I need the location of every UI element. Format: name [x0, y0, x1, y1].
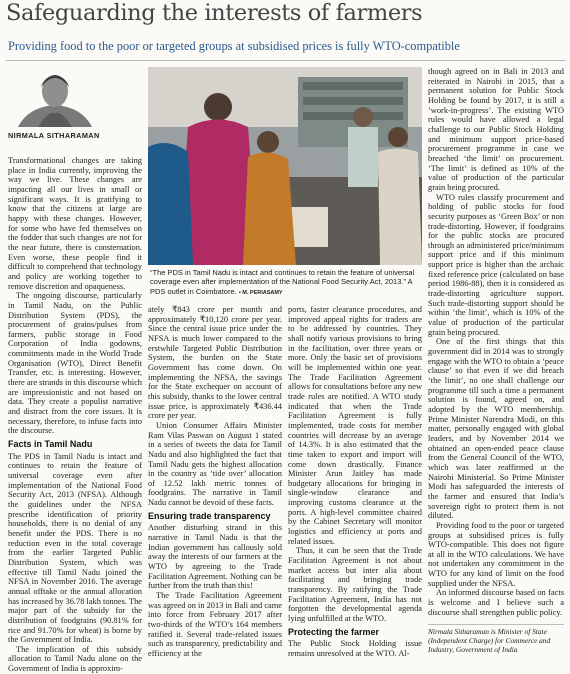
column-4 — [428, 67, 564, 617]
author-portrait — [8, 67, 102, 127]
column-2 — [148, 305, 282, 659]
section-heading: Ensuring trade transparency — [148, 510, 271, 521]
column-3 — [288, 305, 422, 659]
photo-caption — [150, 268, 422, 298]
paragraph: Providing food to the poor or targeted groups at subsidised prices is fully WTO-compatible. This does not figure at all in the WTO calculations. We have not undertaken any commitment in the WTO for any kind of limit on the food supplied under the NFSA. — [428, 520, 564, 588]
paragraph: The ongoing discourse, particularly in Tamil Nadu, on the Public Distribution System (PDS), the procurement of grains/pulses from farmers, public storage in Food Corporation of India godowns, commitments made in the World Trade Organisation (WTO), Direct Benefit Transfer, etc. is interesting. However, there are strands in this discourse which are impressionistic and not based on data. They create a populist narrative and distract from the core issues. It is necessary, therefore, to infuse facts into the discourse. — [8, 291, 142, 436]
paragraph: Thus, it can be seen that the Trade Facilitation Agreement is not about market access but inter alia about facilitating and bringing trade transparency. By ratifying the Trade Facilitation Agreement, India has not forgotten the developmental agenda lying unfulfilled at the WTO. — [288, 546, 422, 623]
paragraph: The Public Stock Holding issue remains unresolved at the WTO. Al- — [288, 639, 422, 658]
caption-text: “The PDS in Tamil Nadu is intact and continues to retain the feature of universal coverage even after implementation of the National Food Security Act, 2013.” A PDS outlet in Coimbatore. — [150, 268, 415, 296]
paragraph: An informed discourse based on facts is welcome and I believe such a discourse shall strengthen public policy. — [428, 588, 564, 617]
paragraph: WTO rules classify procurement and holding of public stocks for food security purposes as ‘Green Box’ or non trade-distorting. However, if foodgrains for the public stocks are procured through an administered price/minimum support price and if this minimum support price is higher than the archaic fixed reference price (calculated on base period 1986-88), then it is considered as trade-distorting agriculture support. Such trade-distorting support should be within ‘the limit’, which is 10% of the value of production of the particular grain being procured. — [428, 192, 564, 337]
paragraph: though agreed on in Bali in 2013 and reiterated in Nairobi in 2015, that a permanent solution for Public Stock Holding be found by 2017, it is still a ‘work-in-progress’. The existing WTO rules would have allowed a legal challenge to our Public Stock Holding and minimum support price-based procurement programme in case we breached ‘the limit’ on procurement. ‘The limit’ is defined as 10% of the value of production of the particular grain being procured. — [428, 67, 564, 192]
paragraph: ately ₹843 crore per month and approximately ₹10,120 crore per year. Since the central issue price under the NFSA is much lower compared to the erstwhile Targeted Public Distribution System, the burden on the State Government has come down. On implementing the NFSA, the savings for the State exchequer on account of this subsidy, thanks to the lower central issue price, is approximately ₹436.44 crore per year. — [148, 305, 282, 421]
paragraph: Union Consumer Affairs Minister Ram Vilas Paswan on August 1 stated in a series of tweets the data for Tamil Nadu and also highlighted the fact that Tamil Nadu gets the highest allocation in the country as ‘tide over’ allocation of 12.52 lakh metric tonnes of foodgrains. The narrative in Tamil Nadu cannot be devoid of these facts. — [148, 420, 282, 508]
section-heading: Protecting the farmer — [288, 626, 380, 637]
header-rule — [6, 60, 566, 61]
subheadline: Providing food to the poor or targeted groups at subsidised prices is fully WTO-compatible — [8, 39, 460, 53]
paragraph: ports, faster clearance procedures, and improved appeal rights for traders are to be addressed by countries. They shall notify various provisions to bring in the facilitation, over three years or more. Only the basic set of provisions will be implemented within one year. The Trade Facilitation Agreement allows for consultations before any new trade rules are notified. A WTO study indicated that when the Trade Facilitation Agreement is fully implemented, trade costs for member countries will decrease by an average of 14.3%. It is also estimated that the time taken to export and import will come down drastically. Finance Minister Arun Jaitley has made budgetary allocations for bringing in single-window clearance and improving customs clearance at the ports. A high-level committee chaired by the Cabinet Secretary will monitor logistics and efficiency at ports and related issues. — [288, 305, 422, 546]
pds-outlet-photo — [148, 67, 422, 265]
paragraph: Another disturbing strand in this narrative in Tamil Nadu is that the Indian government has callously sold away the interests of our farmers at the WTO by agreeing to the Trade Facilitation Agreement. Nothing can be further from the truth than this! — [148, 523, 282, 591]
section-heading: Facts in Tamil Nadu — [8, 439, 93, 450]
photo-credit: • M. PERIASAMY — [238, 289, 283, 296]
author-bio: Nirmala Sitharaman is Minister of State (Independent Charge) for Commerce and Industry, Government of India — [428, 624, 564, 654]
byline: NIRMALA SITHARAMAN — [8, 131, 100, 140]
paragraph: The implication of this subsidy allocation to Tamil Nadu alone on the Government of India is approxim- — [8, 644, 142, 674]
paragraph: One of the first things that this government did in 2014 was to strongly engage with the WTO to obtain a ‘peace clause’ so that even if we did breach ‘the limit’, no one shall challenge our programme till such a time a permanent solution is found, agreed on, and adopted by the WTO membership. Prime Minister Narendra Modi, on this matter, personally engaged with global leaders, and by November 2014 we obtained an open-ended peace clause from the General Council of the WTO, which was later reaffirmed at the Nairobi Ministerial. So Prime Minister Modi has safeguarded the interests of the farmer and ensured that India’s sovereign right to protect them is not diluted. — [428, 337, 564, 521]
paragraph: The Trade Facilitation Agreement was agreed on in 2013 in Bali and came into force from February 2017 after two-thirds of the WTO’s 164 members ratified it. Several trade-related issues such as transparency, predictability and efficiency at the — [148, 591, 282, 658]
headline: Safeguarding the interests of farmers — [6, 0, 423, 26]
paragraph: The PDS in Tamil Nadu is intact and continues to retain the feature of universal coverage even after implementation of the National Food Security Act, 2013 (NFSA). Although the guidelines under the NFSA prescribe identification of priority households, there is no denial of any benefit under the PDS. There is no reduction even in the total coverage from the earlier Targeted Public Distribution System, which was effective till Tamil Nadu joined the NFSA in November 2016. The average annual offtake or the annual allocation has increased by 36.78 lakh tonnes. The major part of the subsidy for the distribution of foodgrains (90.81% for rice and 91.70% for wheat) is borne by the Government of India. — [8, 451, 142, 645]
paragraph: Transformational changes are taking place in India currently, improving the way we live. These changes are impacting all our lives in small or significant ways. It is gratifying to know that the citizens at large are happy with these changes. However, for some who have fed themselves on the fodder that such changes are not for the near future, there is consternation. Even worse, these people find it difficult to comprehend that technology and policy are working together to remove discretion and opaqueness. — [8, 156, 142, 291]
column-1 — [8, 156, 142, 674]
